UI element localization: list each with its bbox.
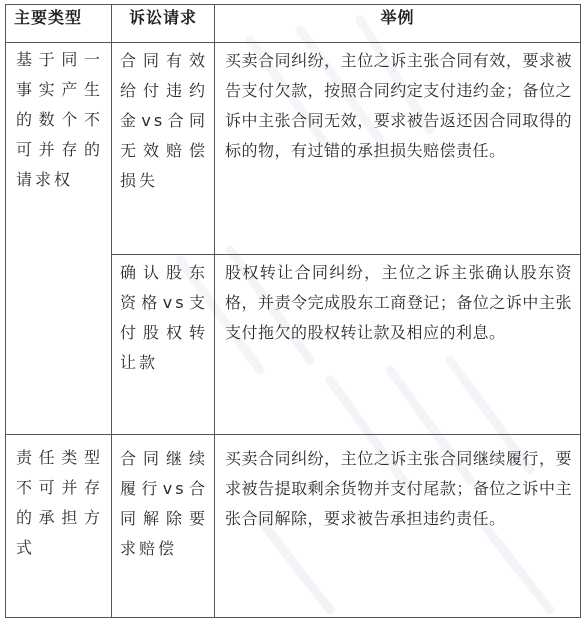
type-cell xyxy=(6,43,112,435)
table-row xyxy=(6,435,581,618)
example-text: 买卖合同纠纷，主位之诉主张合同有效，要求被告支付欠款，按照合同约定支付违约金；备位之诉中主张合同无效，要求被告返还因合同取得的标的物，有过错的承担损失赔偿责任。 xyxy=(225,51,572,160)
claims-table-container xyxy=(5,4,580,616)
claims-table xyxy=(5,4,581,618)
example-cell xyxy=(215,255,581,435)
claim-cell xyxy=(112,255,215,435)
header-example: 举例 xyxy=(215,5,581,43)
example-text: 股权转让合同纠纷，主位之诉主张确认股东资格，并责令完成股东工商登记；备位之诉中主张支付拖欠的股权转让款及相应的利息。 xyxy=(225,263,572,342)
example-text: 买卖合同纠纷，主位之诉主张合同继续履行，要求被告提取剩余货物并支付尾款；备位之诉中主张合同解除，要求被告承担违约责任。 xyxy=(225,449,572,528)
header-main-type: 主要类型 xyxy=(6,5,112,43)
type-text: 责任类型不可并存的承担方式 xyxy=(16,448,103,557)
claim-text: 合同有效给付违约金vs合同无效赔偿损失 xyxy=(120,51,208,190)
type-text: 基于同一事实产生的数个不可并存的请求权 xyxy=(16,50,103,189)
example-cell xyxy=(215,43,581,255)
claim-cell xyxy=(112,435,215,618)
table-row xyxy=(6,43,581,255)
claim-text: 合同继续履行vs合同解除要求赔偿 xyxy=(120,449,208,558)
table-header-row xyxy=(6,5,581,43)
claim-cell xyxy=(112,43,215,255)
header-claim: 诉讼请求 xyxy=(112,5,215,43)
example-cell xyxy=(215,435,581,618)
type-cell xyxy=(6,435,112,618)
claim-text: 确认股东资格vs支付股权转让款 xyxy=(120,263,208,372)
